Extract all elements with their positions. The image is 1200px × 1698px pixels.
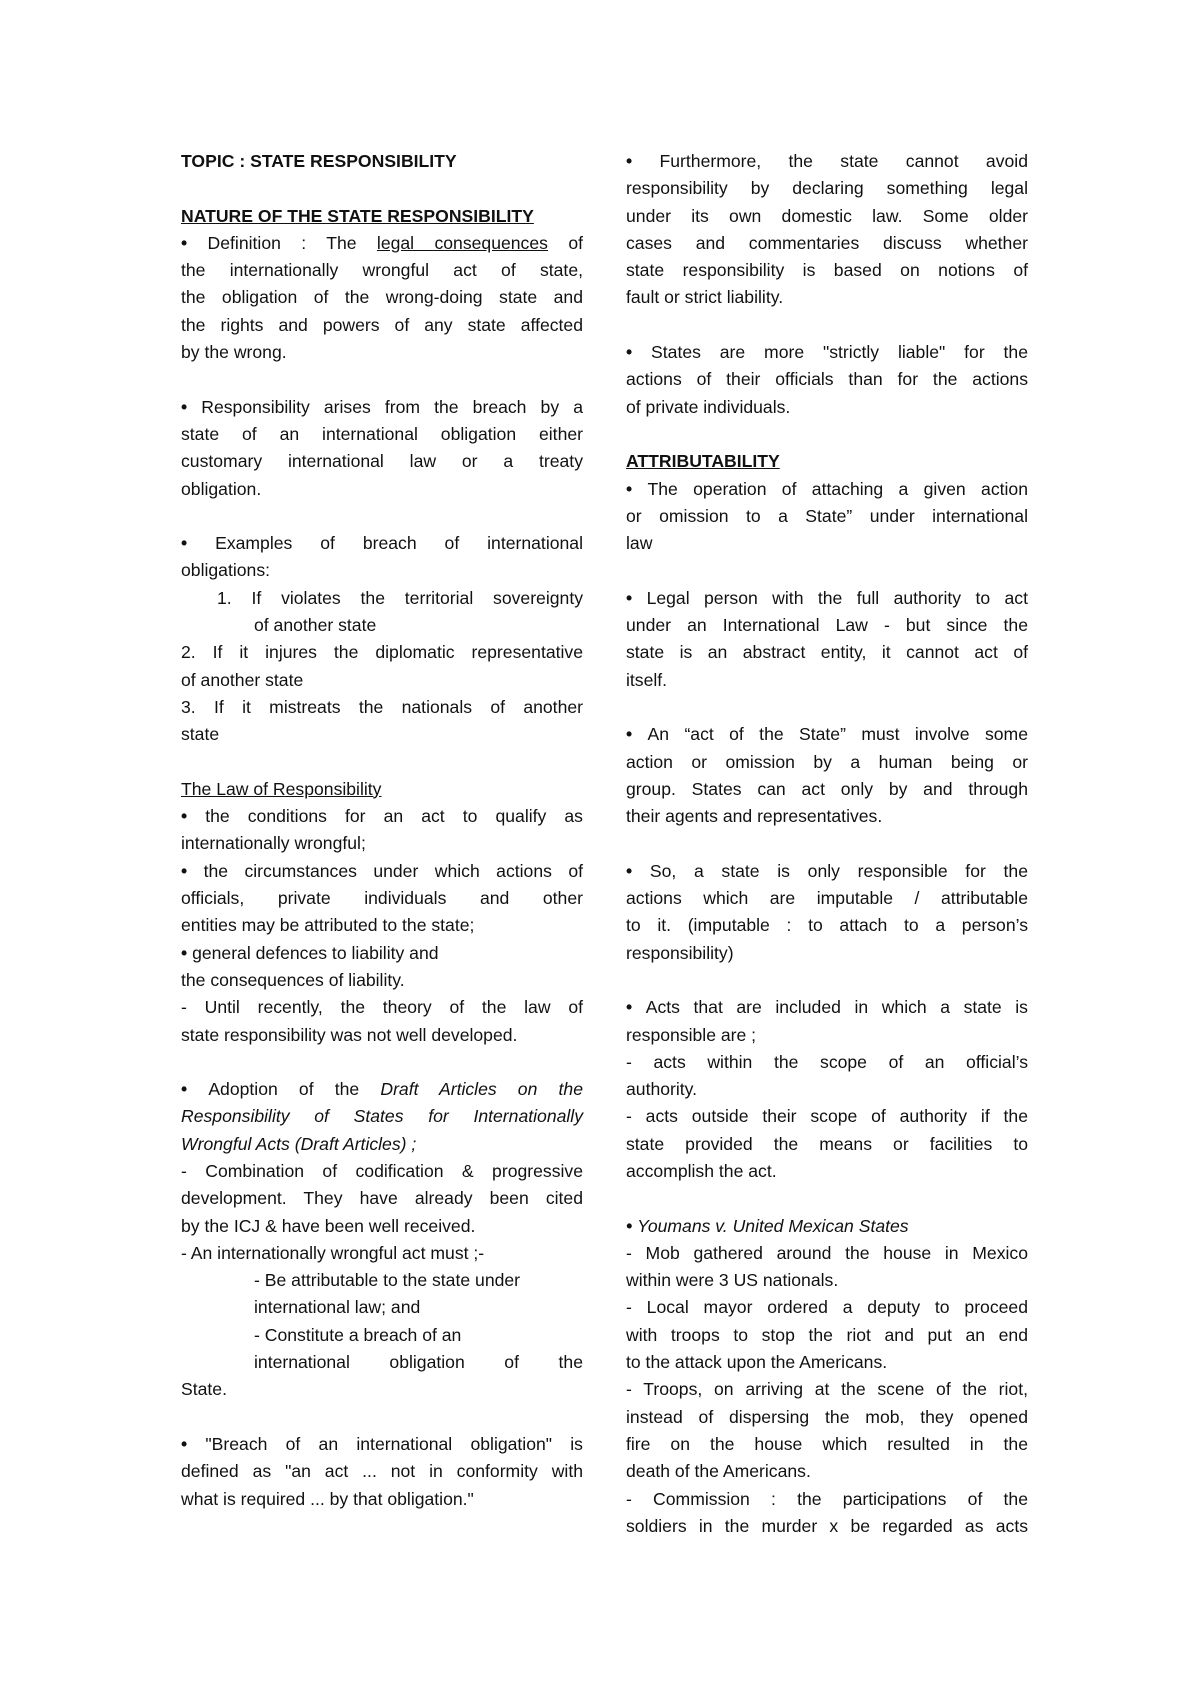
law-line: entities may be attributed to the state; xyxy=(181,915,475,936)
act-of-state-line: group. States can act only by and through xyxy=(626,778,1028,799)
adoption-line: - Be attributable to the state under xyxy=(254,1270,521,1291)
law-line: the consequences of liability. xyxy=(181,969,405,990)
youmans-line: soldiers in the murder x be regarded as acts xyxy=(626,1515,1028,1536)
youmans-line: instead of dispersing the mob, they opened xyxy=(626,1406,1028,1427)
acts-included-line: state provided the means or facilities to xyxy=(626,1133,1028,1154)
definition-line: the internationally wrongful act of state, xyxy=(181,260,583,281)
furthermore-line: responsibility by declaring something legal xyxy=(626,178,1028,199)
examples-line: • Examples of breach of international xyxy=(181,530,583,557)
legal-person-line: under an International Law - but since the xyxy=(626,615,1028,636)
adoption-line: State. xyxy=(181,1379,227,1400)
furthermore-line: cases and commentaries discuss whether xyxy=(626,232,1028,253)
adoption-line: - Constitute a breach of an xyxy=(254,1324,462,1345)
operation-line: • The operation of attaching a given action xyxy=(626,476,1028,503)
youmans-line: - Mob gathered around the house in Mexico xyxy=(626,1242,1028,1263)
breach-line: • "Breach of an international obligation" is xyxy=(181,1431,583,1458)
examples-line: obligations: xyxy=(181,560,271,581)
adoption-line: international obligation of the xyxy=(254,1352,583,1373)
acts-included-line: accomplish the act. xyxy=(626,1160,777,1181)
responsibility-line: obligation. xyxy=(181,478,262,499)
adoption-line: Responsibility of States for Internationally xyxy=(181,1106,583,1127)
left-column xyxy=(181,148,583,1513)
breach-line: defined as "an act ... not in conformity with xyxy=(181,1461,583,1482)
strictly-liable-line: • States are more "strictly liable" for the xyxy=(626,339,1028,366)
responsibility-line: customary international law or a treaty xyxy=(181,451,583,472)
so-state-line: to it. (imputable : to attach to a person’s xyxy=(626,915,1028,936)
legal-person-line: state is an abstract entity, it cannot act of xyxy=(626,642,1028,663)
definition-line: by the wrong. xyxy=(181,342,287,363)
adoption-line: development. They have already been cited xyxy=(181,1188,583,1209)
youmans-line: fire on the house which resulted in the xyxy=(626,1433,1028,1454)
law-line: state responsibility was not well developed. xyxy=(181,1024,518,1045)
adoption-line: by the ICJ & have been well received. xyxy=(181,1215,476,1236)
example-item: 2. If it injures the diplomatic representative xyxy=(181,642,583,663)
so-state-line: actions which are imputable / attributable xyxy=(626,888,1028,909)
youmans-line: - Troops, on arriving at the scene of the riot, xyxy=(626,1379,1028,1400)
operation-line: law xyxy=(626,533,653,554)
furthermore-line: fault or strict liability. xyxy=(626,287,784,308)
example-item: state xyxy=(181,724,220,745)
definition-line: the rights and powers of any state affected xyxy=(181,314,583,335)
youmans-line: - Local mayor ordered a deputy to proceed xyxy=(626,1297,1028,1318)
law-line: officials, private individuals and other xyxy=(181,888,583,909)
legal-person-line: • Legal person with the full authority to act xyxy=(626,585,1028,612)
example-item: 3. If it mistreats the nationals of another xyxy=(181,696,583,717)
so-state-line: • So, a state is only responsible for the xyxy=(626,858,1028,885)
youmans-line: death of the Americans. xyxy=(626,1461,811,1482)
acts-included-line: • Acts that are included in which a state is xyxy=(626,994,1028,1021)
right-column xyxy=(626,148,1028,1540)
adoption-line: international law; and xyxy=(254,1297,421,1318)
furthermore-line: under its own domestic law. Some older xyxy=(626,205,1028,226)
strictly-liable-line: actions of their officials than for the actions xyxy=(626,369,1028,390)
act-of-state-line: their agents and representatives. xyxy=(626,806,883,827)
nature-heading: NATURE OF THE STATE RESPONSIBILITY xyxy=(181,205,534,226)
adoption-line: • Adoption of the Draft Articles on the xyxy=(181,1076,583,1103)
adoption-line: - Combination of codification & progressive xyxy=(181,1160,583,1181)
youmans-line: with troops to stop the riot and put an end xyxy=(626,1324,1028,1345)
act-of-state-line: action or omission by a human being or xyxy=(626,751,1028,772)
topic-title: TOPIC : STATE RESPONSIBILITY xyxy=(181,151,457,171)
law-line: internationally wrongful; xyxy=(181,833,366,854)
law-line: • general defences to liability and xyxy=(181,940,583,967)
youmans-case-title: • Youmans v. United Mexican States xyxy=(626,1213,1028,1240)
law-heading: The Law of Responsibility xyxy=(181,778,382,799)
breach-line: what is required ... by that obligation." xyxy=(181,1488,474,1509)
youmans-line: within were 3 US nationals. xyxy=(626,1270,839,1291)
youmans-line: to the attack upon the Americans. xyxy=(626,1352,888,1373)
responsibility-line: • Responsibility arises from the breach by a xyxy=(181,394,583,421)
example-item: 1. If violates the territorial sovereignty xyxy=(217,587,583,608)
law-line: • the circumstances under which actions of xyxy=(181,858,583,885)
adoption-line: - An internationally wrongful act must ;- xyxy=(181,1242,485,1263)
acts-included-line: - acts outside their scope of authority if the xyxy=(626,1106,1028,1127)
so-state-line: responsibility) xyxy=(626,942,734,963)
acts-included-line: authority. xyxy=(626,1079,698,1100)
youmans-line: - Commission : the participations of the xyxy=(626,1488,1028,1509)
example-item: of another state xyxy=(254,615,377,636)
furthermore-line: • Furthermore, the state cannot avoid xyxy=(626,148,1028,175)
law-line: - Until recently, the theory of the law of xyxy=(181,997,583,1018)
act-of-state-line: • An “act of the State” must involve some xyxy=(626,721,1028,748)
acts-included-line: - acts within the scope of an official’s xyxy=(626,1051,1028,1072)
furthermore-line: state responsibility is based on notions of xyxy=(626,260,1028,281)
definition-line: • Definition : The legal consequences of xyxy=(181,230,583,257)
strictly-liable-line: of private individuals. xyxy=(626,396,791,417)
attributability-heading: ATTRIBUTABILITY xyxy=(626,451,780,472)
operation-line: or omission to a State” under international xyxy=(626,505,1028,526)
acts-included-line: responsible are ; xyxy=(626,1024,757,1045)
adoption-line: Wrongful Acts (Draft Articles) ; xyxy=(181,1133,417,1154)
definition-line: the obligation of the wrong-doing state and xyxy=(181,287,583,308)
responsibility-line: state of an international obligation either xyxy=(181,423,583,444)
example-item: of another state xyxy=(181,669,304,690)
legal-person-line: itself. xyxy=(626,669,668,690)
law-line: • the conditions for an act to qualify as xyxy=(181,803,583,830)
